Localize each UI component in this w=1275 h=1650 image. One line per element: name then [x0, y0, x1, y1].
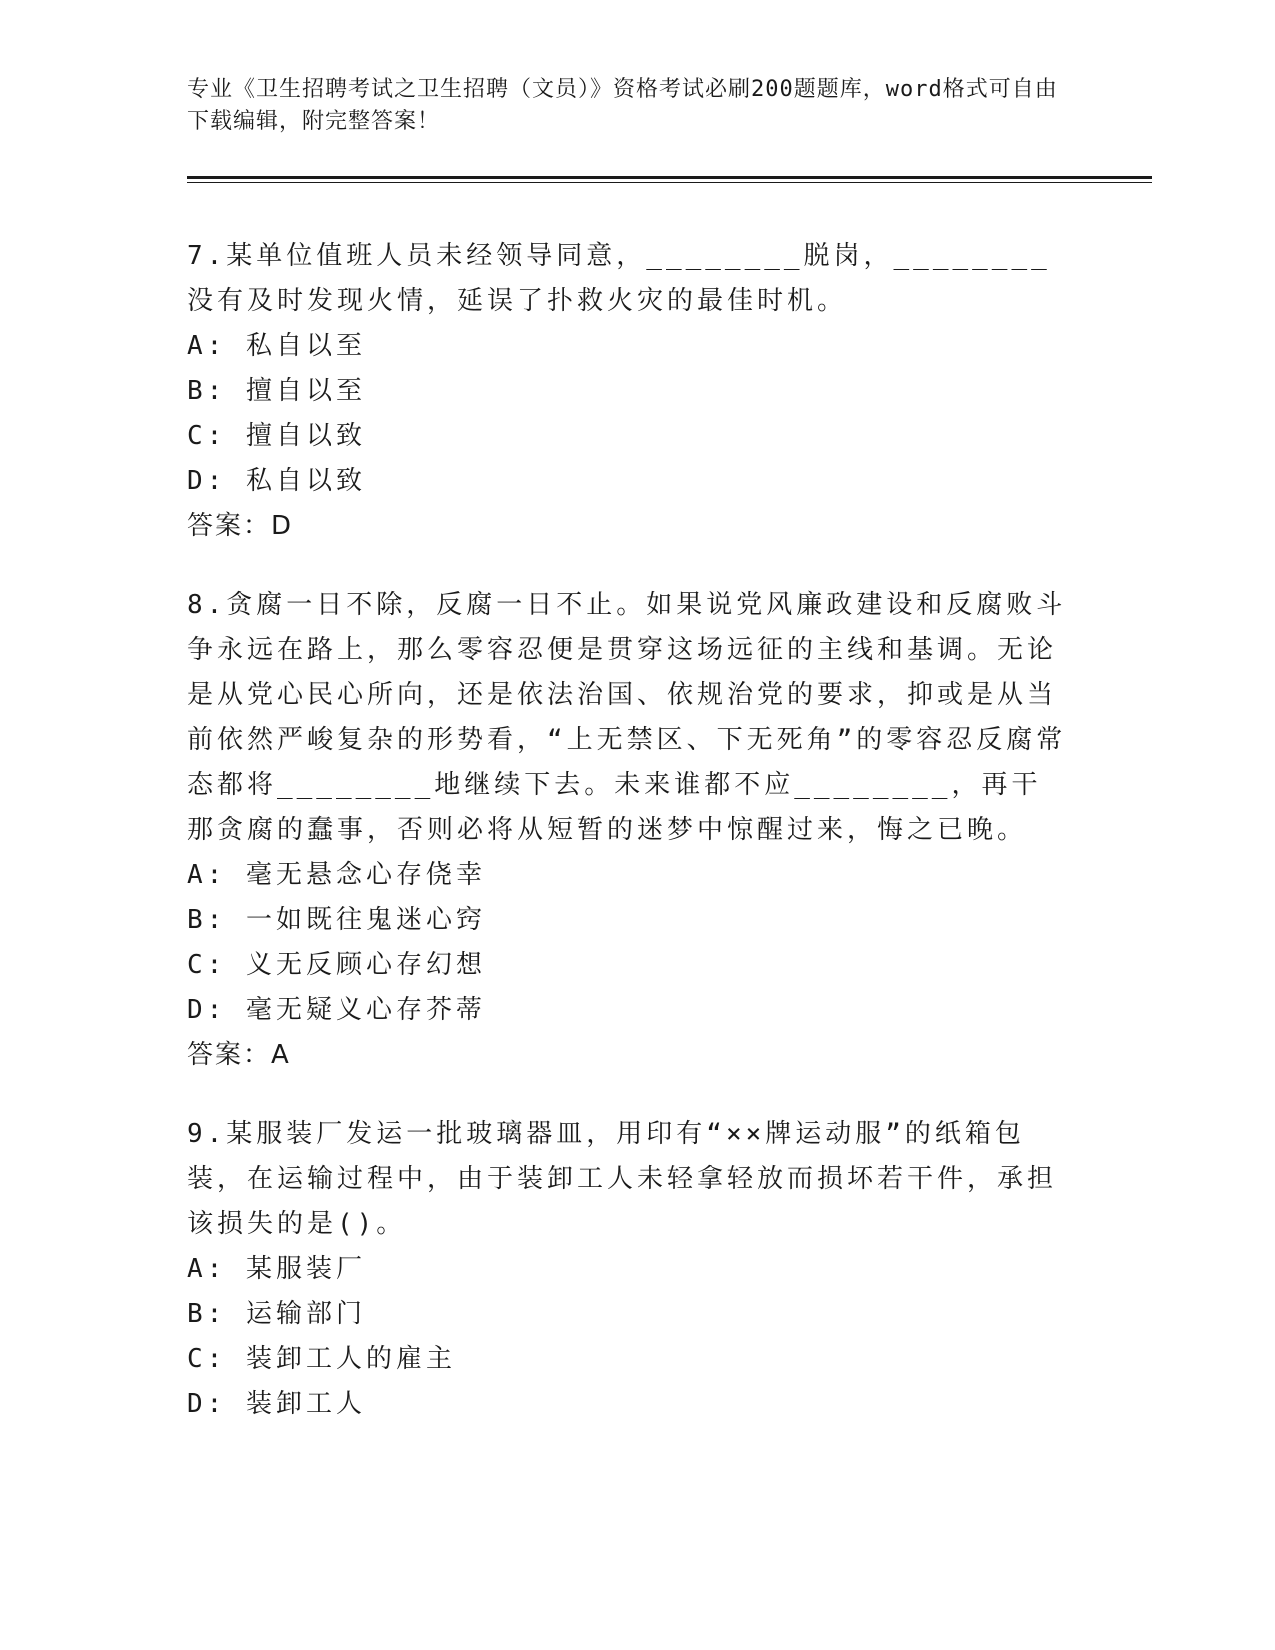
option-d: D: 毫无疑义心存芥蒂 [187, 995, 486, 1025]
option-a: A: 某服装厂 [187, 1254, 366, 1284]
question-text: 9.某服装厂发运一批玻璃器皿，用印有“××牌运动服”的纸箱包装，在运输过程中，由于装卸工人未轻拿轻放而损坏若干件，承担该损失的是()。 [187, 1119, 1058, 1239]
question-7 [187, 234, 1067, 549]
option-d: D: 装卸工人 [187, 1389, 366, 1419]
question-text: 7.某单位值班人员未经领导同意，________脱岗，________没有及时发现火情，延误了扑救火灾的最佳时机。 [187, 241, 1051, 316]
question-8 [187, 583, 1067, 1078]
question-text: 8.贪腐一日不除，反腐一日不止。如果说党风廉政建设和反腐败斗争永远在路上，那么零容忍便是贯穿这场远征的主线和基调。无论是从党心民心所向，还是依法治国、依规治党的要求，抑或是从当前依然严峻复杂的形势看，“上无禁区、下无死角”的零容忍反腐常态都将________地继续下去。未来谁都不应________，再干那贪腐的蠢事，否则必将从短暂的迷梦中惊醒过来，悔之已晚。 [187, 590, 1067, 845]
option-b: B: 一如既往鬼迷心窍 [187, 905, 486, 935]
answer-label: 答案：A [187, 1040, 291, 1070]
option-c: C: 装卸工人的雇主 [187, 1344, 456, 1374]
header-divider-thin [187, 182, 1152, 183]
option-c: C: 擅自以致 [187, 421, 366, 451]
header-divider-thick [187, 176, 1152, 179]
option-c: C: 义无反顾心存幻想 [187, 950, 486, 980]
question-list [187, 234, 1067, 1461]
option-b: B: 擅自以至 [187, 376, 366, 406]
document-header: 专业《卫生招聘考试之卫生招聘（文员）》资格考试必刷200题题库，word格式可自由下载编辑，附完整答案！ [187, 77, 1058, 134]
option-a: A: 毫无悬念心存侥幸 [187, 860, 486, 890]
option-b: B: 运输部门 [187, 1299, 366, 1329]
question-9 [187, 1112, 1067, 1427]
option-d: D: 私自以致 [187, 466, 366, 496]
answer-label: 答案：D [187, 511, 294, 541]
option-a: A: 私自以至 [187, 331, 366, 361]
